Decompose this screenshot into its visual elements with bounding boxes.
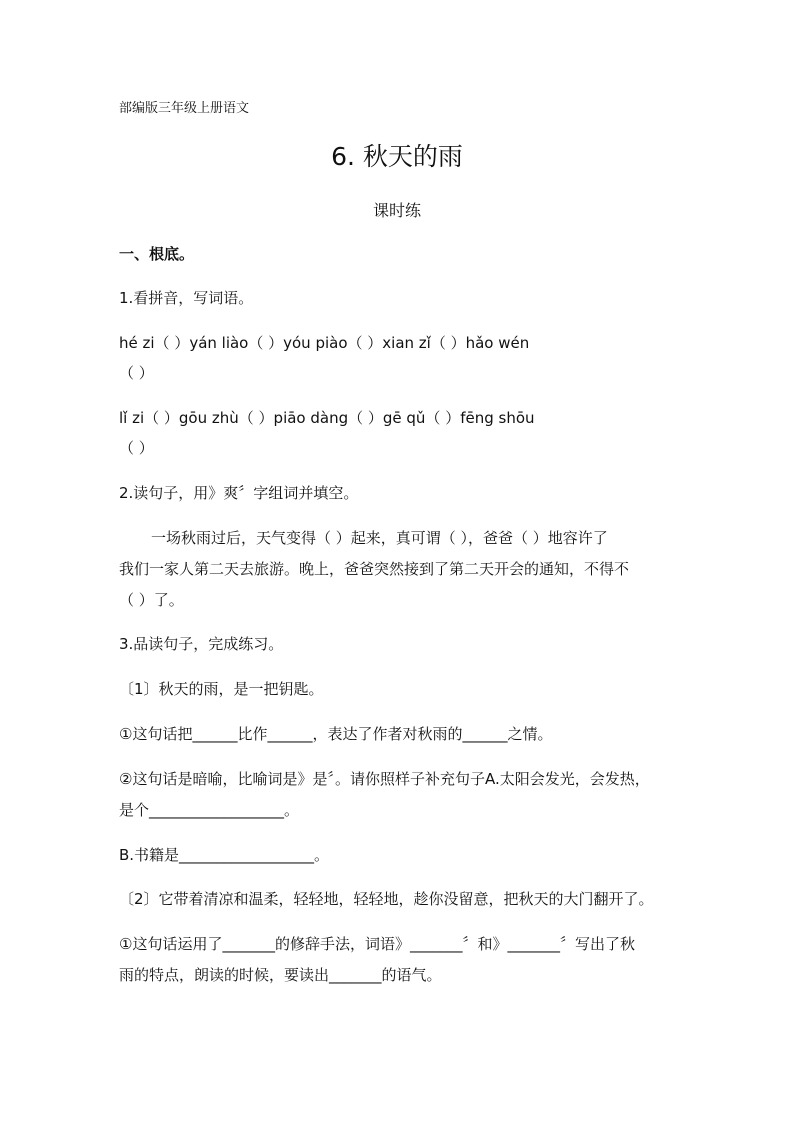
page-subtitle: 课时练 (372, 201, 421, 220)
question-3-sub-2: 〔2〕它带着清凉和温柔，轻轻地，轻轻地，趁你没留意，把秋天的大门翻开了。 (119, 890, 654, 908)
pinyin-row-1-continued: （ ） (119, 364, 154, 382)
question-3-title: 3.品读句子，完成练习。 (119, 635, 284, 653)
pinyin-row-1: hé zi（ ）yán liào（ ）yóu piào（ ）xian zǐ（ ）hǎo wén (119, 334, 530, 352)
question-3-sub-1-item-1: ①这句话把______比作______，表达了作者对秋雨的______之情。 (119, 725, 553, 743)
question-2-title: 2.读句子，用》爽〞字组词并填空。 (119, 484, 359, 502)
question-2-paragraph-line-1: 一场秋雨过后，天气变得（ ）起来，真可谓（ ），爸爸（ ）地容许了 (151, 529, 608, 547)
pinyin-row-2: lǐ zi（ ）gōu zhù（ ）piāo dàng（ ）gē qǔ（ ）fēng shōu (119, 409, 535, 427)
question-3-sub-1-item-b: B.书籍是__________________。 (119, 846, 330, 864)
page-title: 6. 秋天的雨 (331, 142, 463, 171)
question-3-sub-1-item-2-line-1: ②这句话是暗喻，比喻词是》是〞。请你照样子补充句子A.太阳会发光，会发热， (119, 770, 650, 788)
pinyin-row-2-continued: （ ） (119, 439, 154, 457)
question-2-paragraph-line-2: 我们一家人第二天去旅游。晚上，爸爸突然接到了第二天开会的通知，不得不 (119, 560, 630, 578)
header-note: 部编版三年级上册语文 (119, 101, 250, 116)
section-heading: 一、根底。 (119, 245, 195, 263)
question-2-paragraph-line-3: （ ）了。 (119, 591, 184, 609)
question-3-sub-1-item-2-line-2: 是个__________________。 (119, 801, 300, 819)
question-3-sub-2-item-1-line-1: ①这句话运用了_______的修辞手法，词语》_______〞和》_______〞写出了秋 (119, 935, 635, 953)
question-3-sub-1: 〔1〕秋天的雨，是一把钥匙。 (119, 680, 324, 698)
question-3-sub-2-item-1-line-2: 雨的特点，朗读的时候，要读出_______的语气。 (119, 966, 442, 984)
question-1-title: 1.看拼音，写词语。 (119, 289, 254, 307)
